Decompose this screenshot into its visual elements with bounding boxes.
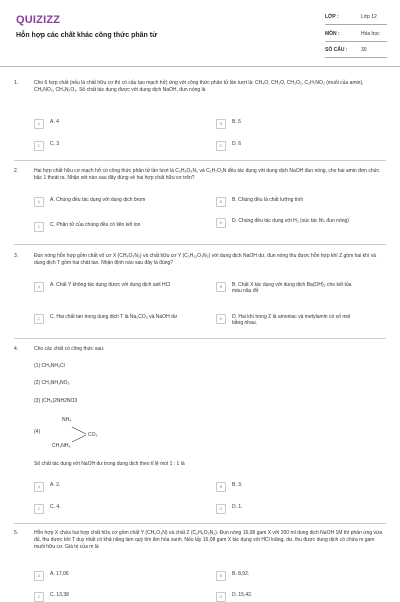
compound-1: (1) CH₃NH₃Cl: [34, 363, 65, 369]
question-3: [14, 253, 386, 269]
question-divider: [14, 523, 386, 524]
compound-2: (2) CH₃NH₃NO₃: [34, 380, 70, 386]
question-text: Hai hợp chất hữu cơ mạch hở có công thức phân tử lần lượt là C₂H₈O₃N₂ và C₂H₇O₂N đều tác dụng với dung dịch NaOH đun nóng, cho hai amin đơn chức bậc 1 thoát ra. Nhận xét nào sau đây đúng về hai hợp chất hữu cơ trên?: [34, 168, 380, 182]
option-letter-box: A: [34, 119, 44, 129]
option-label: C. Phân tử của chúng đều có liên kết ion: [50, 222, 141, 228]
option-label: B. Chúng đều là chất lưỡng tính: [232, 197, 304, 203]
compound-3: (3) (CH₃)2NH2NO3: [34, 398, 78, 404]
compound-4-structure: [34, 415, 124, 455]
question-tail: Số chất tác dụng với NaOH dư trong dung dịch theo tỉ lệ mol 1 : 1 là: [34, 461, 185, 467]
question-2: [14, 168, 386, 184]
option-label: B. 8,92.: [232, 571, 250, 577]
option-label: A. 4: [50, 119, 59, 125]
option-label: C. 3: [50, 141, 60, 147]
option-letter-box: C: [34, 504, 44, 514]
question-divider: [14, 338, 386, 339]
meta-socau-label: SỐ CÂU :: [325, 47, 348, 53]
option-letter-box: D: [216, 141, 226, 151]
question-divider: [14, 160, 386, 161]
option-letter-box: D: [216, 504, 226, 514]
option-label: D. Chúng đều tác dụng với H₂ (xúc tác Ni, đun nóng): [232, 218, 349, 224]
option-label: D. 15,42.: [232, 592, 253, 598]
question-number: 5.: [14, 530, 19, 536]
structure-label: (4): [34, 429, 41, 435]
option-label: D. 1.: [232, 504, 243, 510]
meta-lop-value: Lớp 12: [361, 14, 377, 20]
option-label: D. Hai khí trong Z là amoniac và metylamin có số mol bằng nhau.: [232, 314, 351, 326]
option-label: B. 3.: [232, 482, 243, 488]
option-letter-box: C: [34, 592, 44, 602]
question-5: [14, 530, 386, 554]
option-letter-box: A: [34, 571, 44, 581]
option-label: B. Chất X tác dụng với dung dịch Ba(OH)₂ cho kết tủa màu nâu đỏ: [232, 282, 352, 294]
option-letter-box: A: [34, 482, 44, 492]
option-letter-box: B: [216, 571, 226, 581]
question-text: Cho 6 hợp chất (nếu là chất hữu cơ thì có cấu tạo mạch hở) ứng với công thức phân tử lần lượt là: CH₄O, CH₂O, CH₂O₂, C₂H₇NO₂ (muối của amin), CH₅NO₃, CH₄N₂O₃. Số chất tác dụng được với dung dịch NaOH, đun nóng là: [34, 80, 364, 94]
structure-center: CO₃: [88, 432, 98, 438]
option-letter-box: D: [216, 218, 226, 228]
option-letter-box: D: [216, 314, 226, 324]
meta-socau-value: 30: [361, 47, 367, 53]
option-letter-box: B: [216, 482, 226, 492]
option-label: C. 13,38: [50, 592, 69, 598]
question-text: Đun nóng hỗn hợp gồm chất vô cơ X (CH₆O₃N₂) và chất hữu cơ Y (C₂H₁₀O₃N₂) với dung dịch NaOH dư, đun nóng thu được hỗn hợp khí Z gồm hai khí và dung dịch T gồm hai chất tan. Nhận định nào sau đây là đúng?: [34, 253, 377, 267]
quizizz-logo: QUIZIZZ: [16, 14, 61, 26]
question-4: [14, 346, 386, 354]
option-letter-box: D: [216, 592, 226, 602]
option-letter-box: A: [34, 282, 44, 292]
option-letter-box: B: [216, 197, 226, 207]
option-letter-box: C: [34, 141, 44, 151]
question-number: 1.: [14, 80, 19, 86]
question-number: 4.: [14, 346, 19, 352]
meta-mon-label: MÔN :: [325, 31, 340, 37]
option-label: A. 2.: [50, 482, 61, 488]
option-label: C. 4.: [50, 504, 61, 510]
structure-bonds: [34, 415, 124, 455]
option-label: D. 6: [232, 141, 242, 147]
option-letter-box: C: [34, 314, 44, 324]
option-letter-box: A: [34, 197, 44, 207]
meta-lop-label: LỚP :: [325, 14, 339, 20]
option-letter-box: B: [216, 282, 226, 292]
option-label: A. Chúng đều tác dụng với dung dịch brom: [50, 197, 146, 203]
question-number: 2.: [14, 168, 19, 174]
option-label: A. 17,06: [50, 571, 69, 577]
option-letter-box: C: [34, 222, 44, 232]
option-label: A. Chất Y không tác dụng được với dung dịch axit HCl: [50, 282, 171, 288]
header-divider: [0, 66, 400, 67]
question-divider: [14, 244, 386, 245]
option-label: C. Hai chất tan trong dung dịch T là Na₂CO₃ và NaOH dư: [50, 314, 178, 320]
structure-top-group: NH₄: [62, 417, 72, 423]
worksheet-title: Hỗn hợp các chất khác công thức phân tử: [16, 32, 158, 39]
question-text: Cho các chất có công thức sau:: [34, 346, 105, 352]
question-text: Hỗn hợp X chứa hai hợp chất hữu cơ gồm chất Y (CH₆O₃N) và chất Z (C₂H₆O₃N₂). Đun nóng 16,08 gam X với 200 ml dung dịch NaOH 1M thì phản ứng vừa đủ, thu được khí T duy nhất có khả năng làm quỳ tím ẩm hóa xanh. Nếu lấy 16,08 gam X tác dụng với HCl loãng, dư, thu được dung dịch có chứa m gam muối hữu cơ. Giá trị của m là: [34, 530, 383, 551]
option-label: B. 5: [232, 119, 241, 125]
worksheet-header: [0, 0, 400, 62]
meta-mon-value: Hóa học: [361, 31, 380, 37]
option-letter-box: B: [216, 119, 226, 129]
question-1: [14, 80, 386, 104]
question-number: 3.: [14, 253, 19, 259]
structure-bottom-group: CH₃NH₃: [52, 443, 71, 449]
